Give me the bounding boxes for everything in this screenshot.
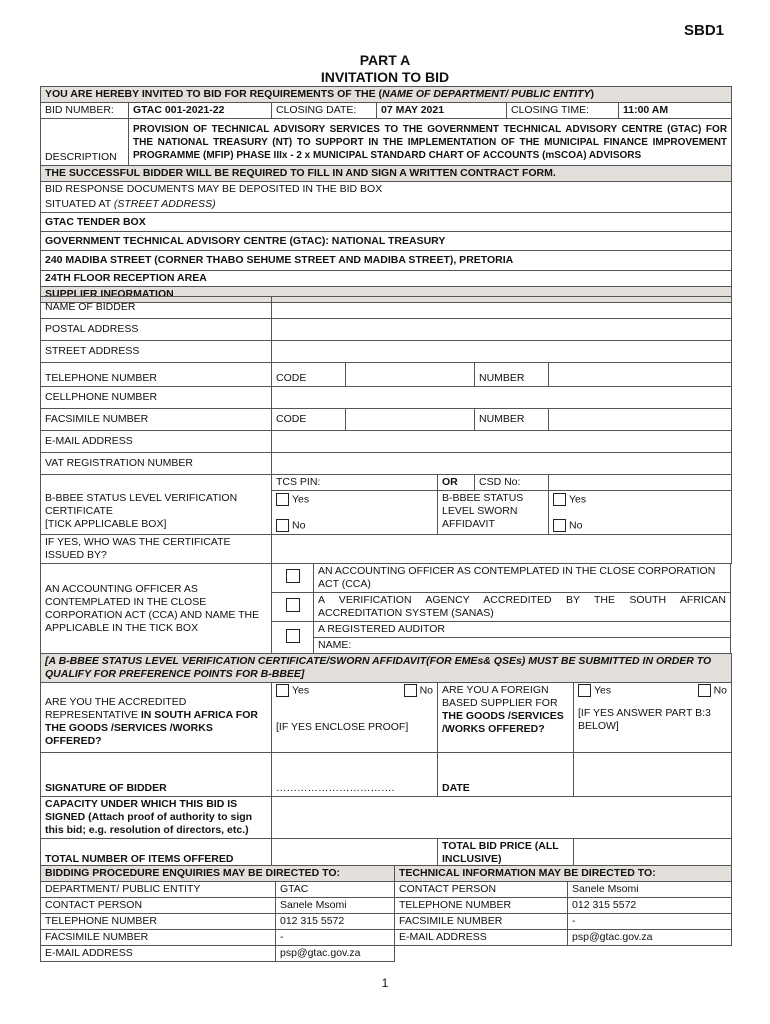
bidding-enquiries-heading: BIDDING PROCEDURE ENQUIRIES MAY BE DIRECTED TO:	[41, 866, 395, 882]
technical-row-value: psp@gtac.gov.za	[568, 930, 732, 946]
affidavit-no-checkbox[interactable]	[553, 519, 566, 532]
description-text: PROVISION OF TECHNICAL ADVISORY SERVICES TO THE GOVERNMENT TECHNICAL ADVISORY CENTRE (GTAC) FOR THE NATIONAL TREASURY (NT) TO SUPPORT IN THE IMPLEMENTATION OF THE MUNICIPAL FINANCE IMPROVEMENT PROGRAMME (MFIP) PHASE IIIx - 2 x MUNICIPAL STANDARD CHART OF ACCOUNTS (mSCOA) ADVISORS	[129, 119, 732, 166]
accredited-yes-checkbox[interactable]	[276, 684, 289, 697]
technical-row-label: TELEPHONE NUMBER	[395, 898, 568, 914]
total-items-label: TOTAL NUMBER OF ITEMS OFFERED	[41, 839, 272, 868]
street-address-field[interactable]	[272, 341, 732, 363]
cca-checkbox[interactable]	[286, 569, 300, 583]
address-line: 240 MADIBA STREET (CORNER THABO SEHUME STREET AND MADIBA STREET), PRETORIA	[41, 251, 732, 271]
bidding-row-label: DEPARTMENT/ PUBLIC ENTITY	[41, 882, 276, 898]
page-title: INVITATION TO BID	[320, 69, 450, 85]
page-number: 1	[381, 976, 389, 990]
cellphone-label: CELLPHONE NUMBER	[41, 387, 272, 409]
email-label: E-MAIL ADDRESS	[41, 431, 272, 453]
foreign-no-option[interactable]: No	[698, 684, 727, 697]
closing-time: 11:00 AM	[619, 103, 732, 119]
accredited-no-option[interactable]: No	[404, 684, 433, 697]
date-label: DATE	[438, 753, 574, 797]
option-auditor: A REGISTERED AUDITOR	[314, 622, 731, 638]
name-of-bidder-label: NAME OF BIDDER	[41, 297, 272, 319]
closing-time-label: CLOSING TIME:	[507, 103, 619, 119]
affidavit-yes-option[interactable]: Yes	[553, 493, 727, 506]
fax-number-field[interactable]	[549, 409, 732, 431]
address-line: GTAC TENDER BOX	[41, 213, 732, 232]
bidding-row-value: -	[276, 930, 395, 946]
answer-part-b-note: [IF YES ANSWER PART B:3 BELOW]	[578, 707, 711, 733]
auditor-name-label: NAME:	[314, 638, 731, 654]
tel-number-field[interactable]	[549, 363, 732, 387]
sworn-affidavit-label: B-BBEE STATUS LEVEL SWORN AFFIDAVIT	[438, 491, 549, 535]
postal-address-field[interactable]	[272, 319, 732, 341]
must-submit-note: [A B-BBEE STATUS LEVEL VERIFICATION CERTIFICATE/SWORN AFFIDAVIT(FOR EMEs& QSEs) MUST BE SUBMITTED IN ORDER TO QUALIFY FOR PREFERENCE POINTS FOR B-BBEE]	[41, 654, 732, 683]
csd-no-label: CSD No:	[475, 475, 549, 491]
enquiries-table	[40, 865, 732, 962]
tcs-pin-label: TCS PIN:	[272, 475, 438, 491]
sanas-checkbox[interactable]	[286, 598, 300, 612]
telephone-label: TELEPHONE NUMBER	[41, 363, 272, 387]
capacity-field[interactable]	[272, 797, 732, 839]
technical-row-label: FACSIMILE NUMBER	[395, 914, 568, 930]
signature-label: SIGNATURE OF BIDDER	[41, 753, 272, 797]
bbbee-cert-label: B-BBEE STATUS LEVEL VERIFICATION CERTIFICATE [TICK APPLICABLE BOX]	[41, 491, 272, 535]
enclose-proof-note: [IF YES ENCLOSE PROOF]	[276, 721, 409, 734]
accredited-yes-option[interactable]: Yes	[276, 684, 309, 697]
bidding-row-value: Sanele Msomi	[276, 898, 395, 914]
option-sanas: A VERIFICATION AGENCY ACCREDITED BY THE SOUTH AFRICAN ACCREDITATION SYSTEM (SANAS)	[314, 593, 731, 622]
fax-label: FACSIMILE NUMBER	[41, 409, 272, 431]
bidding-row-label: TELEPHONE NUMBER	[41, 914, 276, 930]
bid-number: GTAC 001-2021-22	[129, 103, 272, 119]
cellphone-field[interactable]	[272, 387, 732, 409]
closing-date-label: CLOSING DATE:	[272, 103, 377, 119]
who-issued-field[interactable]	[272, 535, 732, 564]
description-label: DESCRIPTION	[41, 119, 129, 166]
part-heading: PART A	[359, 52, 411, 68]
bidding-row-value: GTAC	[276, 882, 395, 898]
who-issued-label: IF YES, WHO WAS THE CERTIFICATE ISSUED BY?	[41, 535, 272, 564]
bidding-row-label: E-MAIL ADDRESS	[41, 946, 276, 962]
auditor-checkbox[interactable]	[286, 629, 300, 643]
cert-yes-checkbox[interactable]	[276, 493, 289, 506]
vat-label: VAT REGISTRATION NUMBER	[41, 453, 272, 475]
foreign-yes-checkbox[interactable]	[578, 684, 591, 697]
technical-row-value: 012 315 5572	[568, 898, 732, 914]
tel-code-field[interactable]	[346, 363, 475, 387]
form-code: SBD1	[683, 22, 724, 39]
successful-bidder-note: THE SUCCESSFUL BIDDER WILL BE REQUIRED TO FILL IN AND SIGN A WRITTEN CONTRACT FORM.	[41, 166, 732, 182]
technical-row-label: CONTACT PERSON	[395, 882, 568, 898]
deposit-line-2: SITUATED AT (STREET ADDRESS)	[41, 197, 732, 213]
bid-number-label: BID NUMBER:	[41, 103, 129, 119]
bid-info-table	[40, 86, 732, 303]
name-of-bidder-field[interactable]	[272, 297, 732, 319]
postal-address-label: POSTAL ADDRESS	[41, 319, 272, 341]
fax-number-label: NUMBER	[475, 409, 549, 431]
invite-row: YOU ARE HEREBY INVITED TO BID FOR REQUIREMENTS OF THE (NAME OF DEPARTMENT/ PUBLIC ENTITY)	[41, 87, 732, 103]
foreign-yes-option[interactable]: Yes	[578, 684, 611, 697]
street-address-label: STREET ADDRESS	[41, 341, 272, 363]
cert-yes-option[interactable]: Yes	[276, 493, 433, 506]
supplier-heading: SUPPLIER INFORMATION	[41, 287, 732, 303]
tel-number-label: NUMBER	[475, 363, 549, 387]
bbbee-table	[40, 474, 732, 564]
bidding-row-label: CONTACT PERSON	[41, 898, 276, 914]
representative-table	[40, 653, 732, 868]
affidavit-yes-checkbox[interactable]	[553, 493, 566, 506]
deposit-line-1: BID RESPONSE DOCUMENTS MAY BE DEPOSITED IN THE BID BOX	[41, 182, 732, 198]
accredited-no-checkbox[interactable]	[404, 684, 417, 697]
fax-code-field[interactable]	[346, 409, 475, 431]
signature-field[interactable]: …………………………….	[272, 753, 438, 797]
accredited-question: ARE YOU THE ACCREDITED REPRESENTATIVE IN SOUTH AFRICA FOR THE GOODS /SERVICES /WORKS OFFERED?	[41, 683, 272, 753]
vat-field[interactable]	[272, 453, 732, 475]
accounting-officer-label: AN ACCOUNTING OFFICER AS CONTEMPLATED IN THE CLOSE CORPORATION ACT (CCA) AND NAME THE APPLICABLE IN THE TICK BOX	[41, 564, 272, 654]
issuer-table	[40, 563, 731, 654]
address-line: GOVERNMENT TECHNICAL ADVISORY CENTRE (GTAC): NATIONAL TREASURY	[41, 232, 732, 251]
cert-no-option[interactable]: No	[276, 519, 433, 532]
cert-no-checkbox[interactable]	[276, 519, 289, 532]
total-items-field[interactable]	[272, 839, 438, 868]
technical-row-label: E-MAIL ADDRESS	[395, 930, 568, 946]
technical-enquiries-heading: TECHNICAL INFORMATION MAY BE DIRECTED TO:	[395, 866, 732, 882]
email-field[interactable]	[272, 431, 732, 453]
address-line: 24TH FLOOR RECEPTION AREA	[41, 271, 732, 287]
option-cca: AN ACCOUNTING OFFICER AS CONTEMPLATED IN THE CLOSE CORPORATION ACT (CCA)	[314, 564, 731, 593]
tel-code-label: CODE	[272, 363, 346, 387]
fax-code-label: CODE	[272, 409, 346, 431]
foreign-question: ARE YOU A FOREIGN BASED SUPPLIER FOR THE GOODS /SERVICES /WORKS OFFERED?	[438, 683, 574, 753]
capacity-label: CAPACITY UNDER WHICH THIS BID IS SIGNED (Attach proof of authority to sign this bid; e.g. resolution of directors, etc.)	[41, 797, 272, 839]
total-price-label: TOTAL BID PRICE (ALL INCLUSIVE)	[438, 839, 574, 868]
csd-no-field[interactable]	[549, 475, 732, 491]
bidding-row-value: 012 315 5572	[276, 914, 395, 930]
foreign-no-checkbox[interactable]	[698, 684, 711, 697]
supplier-table	[40, 296, 732, 475]
affidavit-no-option[interactable]: No	[553, 519, 727, 532]
technical-row-value: -	[568, 914, 732, 930]
or-label: OR	[438, 475, 475, 491]
total-price-field[interactable]	[574, 839, 732, 868]
bidding-row-label: FACSIMILE NUMBER	[41, 930, 276, 946]
date-field[interactable]	[574, 753, 732, 797]
bidding-row-value: psp@gtac.gov.za	[276, 946, 395, 962]
technical-row-value: Sanele Msomi	[568, 882, 732, 898]
closing-date: 07 MAY 2021	[377, 103, 507, 119]
